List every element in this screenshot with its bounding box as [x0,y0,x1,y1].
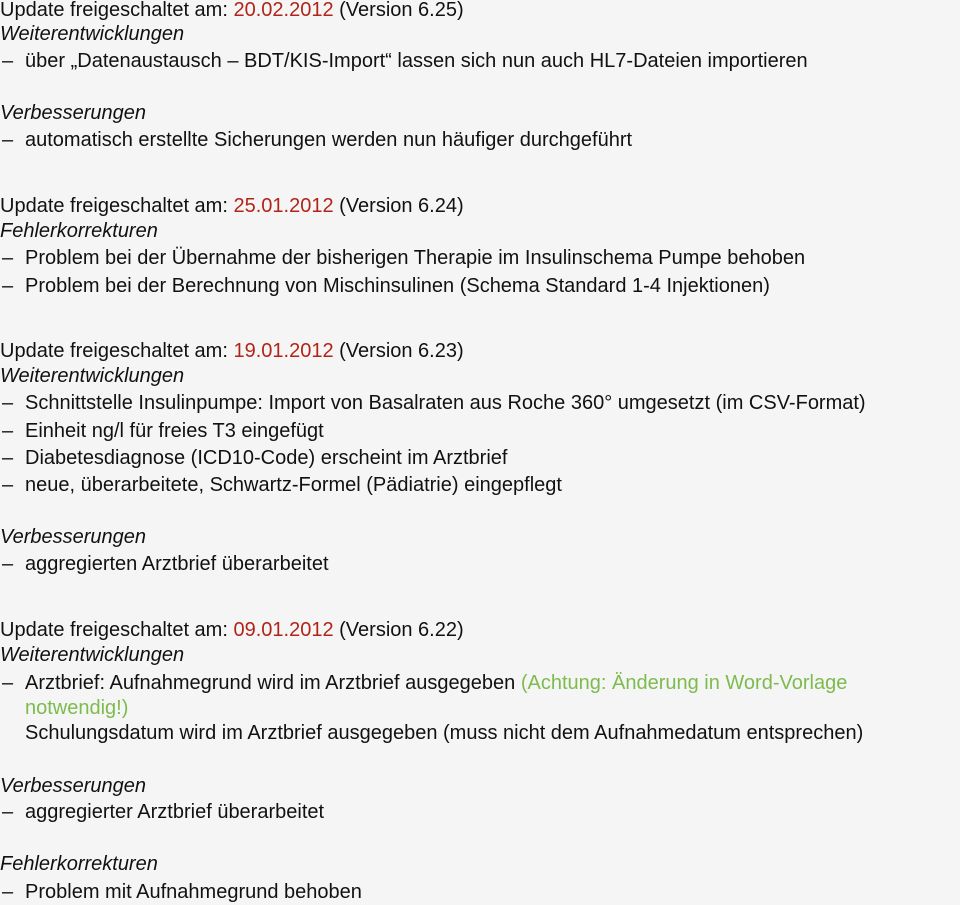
bullet-dash: – [2,392,14,414]
list-item-text [25,671,847,695]
item-main-text: Arztbrief: Aufnahmegrund wird im Arztbrief ausgegeben [25,672,521,694]
list-item-text: aggregierter Arztbrief überarbeitet [25,801,325,823]
update-prefix: Update freigeschaltet am: [0,619,234,641]
list-item-text: aggregierten Arztbrief überarbeitet [25,553,329,575]
list-item-text: Problem mit Aufnahmegrund behoben [25,881,362,903]
warning-note-continuation: notwendig!) [25,697,129,719]
section-heading: Weiterentwicklungen [0,23,185,45]
update-date: 19.01.2012 [233,340,334,362]
bullet-dash: – [2,420,14,442]
update-version: (Version 6.25) [333,0,464,21]
list-item-text: Schulungsdatum wird im Arztbrief ausgegeben (muss nicht dem Aufnahmedatum entsprechen) [25,722,864,744]
bullet-dash: – [2,129,14,151]
list-item-text: automatisch erstellte Sicherungen werden nun häufiger durchgeführt [25,129,633,151]
update-date: 20.02.2012 [233,0,334,21]
update-header-6-23 [0,339,464,363]
list-item-text: neue, überarbeitete, Schwartz-Formel (Pädiatrie) eingepflegt [25,474,562,496]
list-item-text: Schnittstelle Insulinpumpe: Import von Basalraten aus Roche 360° umgesetzt (im CSV-Format) [25,392,866,414]
list-item-text: Diabetesdiagnose (ICD10-Code) erscheint im Arztbrief [25,447,508,469]
list-item-text: Einheit ng/l für freies T3 eingefügt [25,420,324,442]
list-item-text: über „Datenaustausch – BDT/KIS-Import“ lassen sich nun auch HL7-Dateien importieren [25,50,808,72]
bullet-dash: – [2,447,14,469]
section-heading: Fehlerkorrekturen [0,220,158,242]
update-header-6-22 [0,618,464,642]
update-date: 09.01.2012 [233,619,334,641]
update-header-6-24 [0,194,464,218]
section-heading: Verbesserungen [0,775,147,797]
update-version: (Version 6.23) [333,340,464,362]
bullet-dash: – [2,474,14,496]
bullet-dash: – [2,881,14,903]
list-item-text: Problem bei der Berechnung von Mischinsulinen (Schema Standard 1-4 Injektionen) [25,275,770,297]
bullet-dash: – [2,275,14,297]
update-prefix: Update freigeschaltet am: [0,0,234,21]
bullet-dash: – [2,50,14,72]
section-heading: Verbesserungen [0,102,147,124]
section-heading: Weiterentwicklungen [0,644,185,666]
update-prefix: Update freigeschaltet am: [0,195,234,217]
bullet-dash: – [2,672,14,694]
update-prefix: Update freigeschaltet am: [0,340,234,362]
section-heading: Verbesserungen [0,526,147,548]
update-header-6-25 [0,0,464,22]
update-date: 25.01.2012 [233,195,334,217]
update-version: (Version 6.22) [333,619,464,641]
bullet-dash: – [2,553,14,575]
section-heading: Fehlerkorrekturen [0,853,158,875]
bullet-dash: – [2,801,14,823]
update-version: (Version 6.24) [333,195,464,217]
list-item-text: Problem bei der Übernahme der bisherigen Therapie im Insulinschema Pumpe behoben [25,247,806,269]
warning-note: (Achtung: Änderung in Word-Vorlage [520,672,848,694]
section-heading: Weiterentwicklungen [0,365,185,387]
bullet-dash: – [2,247,14,269]
